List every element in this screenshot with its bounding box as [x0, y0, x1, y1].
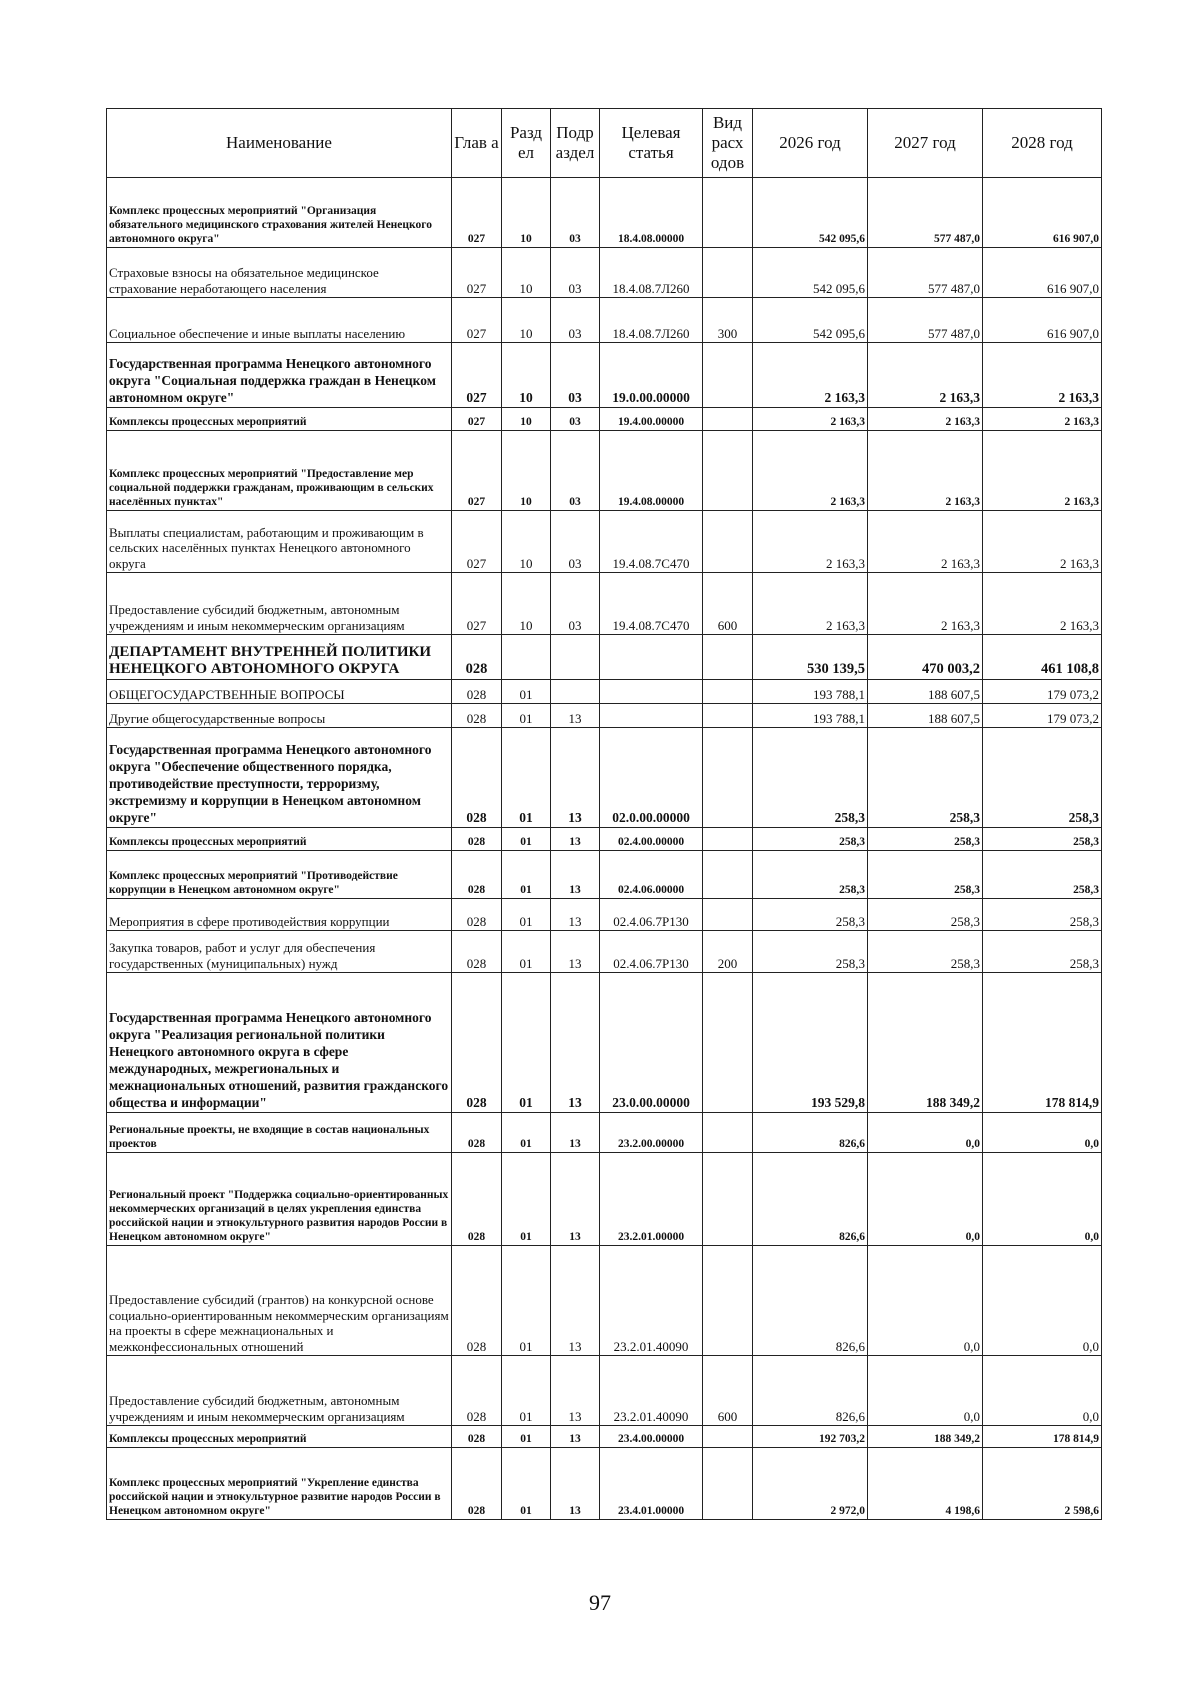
cell-podrazdel: 13	[551, 1113, 600, 1153]
cell-y2026: 258,3	[753, 899, 868, 931]
cell-y2026: 258,3	[753, 851, 868, 899]
cell-y2027: 2 163,3	[868, 573, 983, 635]
cell-razdel	[502, 635, 551, 680]
cell-target: 18.4.08.7Л260	[600, 298, 703, 343]
cell-glava: 028	[452, 1153, 502, 1246]
page-number: 97	[589, 1590, 611, 1615]
cell-y2027: 2 163,3	[868, 431, 983, 511]
cell-y2028: 258,3	[983, 728, 1102, 828]
cell-target: 23.4.01.00000	[600, 1448, 703, 1520]
cell-target	[600, 680, 703, 704]
table-row	[107, 573, 1102, 635]
cell-y2028: 258,3	[983, 851, 1102, 899]
cell-glava: 028	[452, 931, 502, 973]
cell-y2028: 616 907,0	[983, 248, 1102, 298]
header-2026: 2026 год	[753, 109, 868, 178]
cell-y2027: 188 607,5	[868, 704, 983, 728]
cell-podrazdel: 13	[551, 1153, 600, 1246]
cell-podrazdel: 03	[551, 431, 600, 511]
table-header-row	[107, 109, 1102, 178]
cell-y2027: 0,0	[868, 1153, 983, 1246]
cell-y2026: 193 788,1	[753, 704, 868, 728]
table-row	[107, 1153, 1102, 1246]
cell-podrazdel: 03	[551, 178, 600, 248]
cell-name: Социальное обеспечение и иные выплаты населению	[107, 298, 452, 343]
table-row	[107, 899, 1102, 931]
cell-podrazdel: 13	[551, 1246, 600, 1356]
header-razdel: Разд ел	[502, 109, 551, 178]
cell-y2026: 2 163,3	[753, 573, 868, 635]
cell-glava: 028	[452, 704, 502, 728]
cell-y2026: 2 163,3	[753, 431, 868, 511]
cell-glava: 027	[452, 298, 502, 343]
cell-y2028: 258,3	[983, 931, 1102, 973]
cell-vid	[703, 728, 753, 828]
cell-glava: 028	[452, 680, 502, 704]
header-vid: Вид расх одов	[703, 109, 753, 178]
cell-name: Предоставление субсидий бюджетным, автономным учреждениям и иным некоммерческим организациям	[107, 1356, 452, 1426]
cell-target: 02.4.06.7Р130	[600, 931, 703, 973]
cell-y2026: 826,6	[753, 1153, 868, 1246]
cell-glava: 027	[452, 178, 502, 248]
cell-vid	[703, 680, 753, 704]
cell-target: 18.4.08.00000	[600, 178, 703, 248]
cell-name: Региональные проекты, не входящие в состав национальных проектов	[107, 1113, 452, 1153]
table-row	[107, 1113, 1102, 1153]
cell-razdel: 10	[502, 248, 551, 298]
cell-vid	[703, 1448, 753, 1520]
cell-name: Закупка товаров, работ и услуг для обеспечения государственных (муниципальных) нужд	[107, 931, 452, 973]
cell-vid	[703, 511, 753, 573]
cell-razdel: 01	[502, 680, 551, 704]
cell-y2026: 258,3	[753, 931, 868, 973]
cell-glava: 028	[452, 851, 502, 899]
cell-y2027: 0,0	[868, 1356, 983, 1426]
cell-y2026: 542 095,6	[753, 178, 868, 248]
cell-glava: 027	[452, 343, 502, 408]
table-row	[107, 1356, 1102, 1426]
cell-y2028: 178 814,9	[983, 973, 1102, 1113]
cell-target: 19.4.08.7С470	[600, 511, 703, 573]
cell-target	[600, 635, 703, 680]
cell-podrazdel: 03	[551, 298, 600, 343]
cell-y2027: 2 163,3	[868, 408, 983, 431]
cell-vid	[703, 178, 753, 248]
table-row	[107, 931, 1102, 973]
cell-target	[600, 704, 703, 728]
cell-target: 19.4.08.7С470	[600, 573, 703, 635]
table-body	[107, 178, 1102, 1520]
cell-y2028: 461 108,8	[983, 635, 1102, 680]
cell-vid: 200	[703, 931, 753, 973]
cell-y2026: 258,3	[753, 828, 868, 851]
cell-y2028: 258,3	[983, 828, 1102, 851]
cell-y2026: 826,6	[753, 1246, 868, 1356]
cell-vid	[703, 248, 753, 298]
table-row	[107, 1246, 1102, 1356]
table-row	[107, 343, 1102, 408]
cell-podrazdel	[551, 635, 600, 680]
cell-podrazdel: 13	[551, 973, 600, 1113]
cell-vid	[703, 851, 753, 899]
cell-glava: 028	[452, 1246, 502, 1356]
cell-vid: 600	[703, 1356, 753, 1426]
cell-name: Государственная программа Ненецкого автономного округа "Социальная поддержка граждан в Ненецком автономном округе"	[107, 343, 452, 408]
cell-y2026: 193 788,1	[753, 680, 868, 704]
table-row	[107, 851, 1102, 899]
cell-podrazdel: 03	[551, 511, 600, 573]
cell-glava: 027	[452, 431, 502, 511]
header-name: Наименование	[107, 109, 452, 178]
cell-podrazdel: 13	[551, 1356, 600, 1426]
cell-y2028: 2 163,3	[983, 511, 1102, 573]
cell-name: Государственная программа Ненецкого автономного округа "Реализация региональной политики Ненецкого автономного округа в сфере международных, межрегиональных и межнациональных отношений, развития гражданского общества и информации"	[107, 973, 452, 1113]
cell-vid	[703, 704, 753, 728]
cell-y2026: 530 139,5	[753, 635, 868, 680]
cell-y2028: 2 163,3	[983, 431, 1102, 511]
cell-podrazdel	[551, 680, 600, 704]
cell-razdel: 01	[502, 851, 551, 899]
table-row	[107, 973, 1102, 1113]
cell-y2028: 0,0	[983, 1356, 1102, 1426]
cell-razdel: 01	[502, 828, 551, 851]
budget-table	[106, 108, 1102, 1520]
cell-podrazdel: 03	[551, 408, 600, 431]
header-2027: 2027 год	[868, 109, 983, 178]
cell-y2028: 179 073,2	[983, 704, 1102, 728]
cell-podrazdel: 13	[551, 1448, 600, 1520]
cell-name: Комплексы процессных мероприятий	[107, 1426, 452, 1448]
cell-y2027: 2 163,3	[868, 511, 983, 573]
cell-y2027: 577 487,0	[868, 178, 983, 248]
table-row	[107, 635, 1102, 680]
cell-vid	[703, 1113, 753, 1153]
cell-y2027: 0,0	[868, 1246, 983, 1356]
cell-glava: 028	[452, 728, 502, 828]
cell-razdel: 10	[502, 343, 551, 408]
cell-name: ОБЩЕГОСУДАРСТВЕННЫЕ ВОПРОСЫ	[107, 680, 452, 704]
cell-vid	[703, 635, 753, 680]
cell-name: Комплекс процессных мероприятий "Укрепление единства российской нации и этнокультурное развитие народов России в Ненецком автономном округе"	[107, 1448, 452, 1520]
cell-glava: 028	[452, 828, 502, 851]
cell-glava: 028	[452, 1448, 502, 1520]
cell-y2027: 188 349,2	[868, 1426, 983, 1448]
cell-vid	[703, 1246, 753, 1356]
cell-y2027: 188 607,5	[868, 680, 983, 704]
header-glava: Глав а	[452, 109, 502, 178]
cell-y2026: 258,3	[753, 728, 868, 828]
cell-glava: 028	[452, 635, 502, 680]
cell-target: 02.4.06.00000	[600, 851, 703, 899]
cell-razdel: 01	[502, 1448, 551, 1520]
cell-y2028: 616 907,0	[983, 298, 1102, 343]
cell-glava: 027	[452, 573, 502, 635]
cell-name: Другие общегосударственные вопросы	[107, 704, 452, 728]
cell-target: 02.0.00.00000	[600, 728, 703, 828]
cell-razdel: 01	[502, 704, 551, 728]
cell-name: Мероприятия в сфере противодействия коррупции	[107, 899, 452, 931]
cell-target: 02.4.00.00000	[600, 828, 703, 851]
cell-razdel: 01	[502, 1113, 551, 1153]
cell-y2026: 826,6	[753, 1356, 868, 1426]
cell-y2028: 2 163,3	[983, 408, 1102, 431]
cell-target: 23.2.01.00000	[600, 1153, 703, 1246]
cell-name: Комплекс процессных мероприятий "Предоставление мер социальной поддержки гражданам, проживающим в сельских населённых пунктах"	[107, 431, 452, 511]
cell-name: Комплекс процессных мероприятий "Противодействие коррупции в Ненецком автономном округе"	[107, 851, 452, 899]
cell-y2028: 0,0	[983, 1246, 1102, 1356]
cell-glava: 028	[452, 1113, 502, 1153]
cell-glava: 027	[452, 408, 502, 431]
cell-razdel: 10	[502, 298, 551, 343]
cell-y2028: 2 598,6	[983, 1448, 1102, 1520]
cell-y2028: 616 907,0	[983, 178, 1102, 248]
cell-razdel: 01	[502, 1426, 551, 1448]
cell-y2026: 2 163,3	[753, 511, 868, 573]
cell-y2027: 4 198,6	[868, 1448, 983, 1520]
cell-razdel: 01	[502, 899, 551, 931]
cell-y2027: 258,3	[868, 851, 983, 899]
cell-y2027: 577 487,0	[868, 248, 983, 298]
cell-y2027: 258,3	[868, 899, 983, 931]
cell-y2028: 179 073,2	[983, 680, 1102, 704]
table-row	[107, 680, 1102, 704]
cell-podrazdel: 13	[551, 931, 600, 973]
cell-y2027: 258,3	[868, 728, 983, 828]
cell-name: ДЕПАРТАМЕНТ ВНУТРЕННЕЙ ПОЛИТИКИ НЕНЕЦКОГО АВТОНОМНОГО ОКРУГА	[107, 635, 452, 680]
cell-name: Комплекс процессных мероприятий "Организация обязательного медицинского страхования жителей Ненецкого автономного округа"	[107, 178, 452, 248]
cell-y2028: 0,0	[983, 1113, 1102, 1153]
header-2028: 2028 год	[983, 109, 1102, 178]
cell-y2028: 2 163,3	[983, 573, 1102, 635]
cell-name: Выплаты специалистам, работающим и проживающим в сельских населённых пунктах Ненецкого автономного округа	[107, 511, 452, 573]
cell-y2026: 193 529,8	[753, 973, 868, 1113]
cell-razdel: 10	[502, 511, 551, 573]
cell-razdel: 10	[502, 431, 551, 511]
cell-y2026: 192 703,2	[753, 1426, 868, 1448]
table-row	[107, 704, 1102, 728]
cell-name: Страховые взносы на обязательное медицинское страхование неработающего населения	[107, 248, 452, 298]
table-row	[107, 431, 1102, 511]
cell-y2027: 188 349,2	[868, 973, 983, 1113]
cell-glava: 027	[452, 511, 502, 573]
cell-y2027: 258,3	[868, 931, 983, 973]
cell-name: Государственная программа Ненецкого автономного округа "Обеспечение общественного порядка, противодействие преступности, терроризму, экстремизму и коррупции в Ненецком автономном округе"	[107, 728, 452, 828]
cell-y2026: 826,6	[753, 1113, 868, 1153]
cell-target: 19.0.00.00000	[600, 343, 703, 408]
table-row	[107, 728, 1102, 828]
cell-glava: 028	[452, 1356, 502, 1426]
table-row	[107, 408, 1102, 431]
cell-vid	[703, 408, 753, 431]
cell-podrazdel: 13	[551, 1426, 600, 1448]
cell-y2027: 258,3	[868, 828, 983, 851]
cell-razdel: 01	[502, 973, 551, 1113]
cell-y2027: 577 487,0	[868, 298, 983, 343]
cell-name: Региональный проект "Поддержка социально-ориентированных некоммерческих организаций в целях укрепления единства российской нации и этнокультурного развития народов России в Ненецком автономном округе"	[107, 1153, 452, 1246]
header-podrazdel: Подр аздел	[551, 109, 600, 178]
cell-podrazdel: 13	[551, 728, 600, 828]
cell-name: Предоставление субсидий (грантов) на конкурсной основе социально-ориентированным некоммерческим организациям на проекты в сфере межнациональных и межконфессиональных отношений	[107, 1246, 452, 1356]
cell-target: 19.4.08.00000	[600, 431, 703, 511]
cell-razdel: 01	[502, 1356, 551, 1426]
cell-glava: 028	[452, 899, 502, 931]
cell-y2028: 258,3	[983, 899, 1102, 931]
cell-y2027: 2 163,3	[868, 343, 983, 408]
cell-target: 23.2.01.40090	[600, 1356, 703, 1426]
cell-podrazdel: 13	[551, 851, 600, 899]
cell-vid: 300	[703, 298, 753, 343]
table-row	[107, 248, 1102, 298]
cell-y2026: 2 972,0	[753, 1448, 868, 1520]
table-row	[107, 828, 1102, 851]
cell-name: Предоставление субсидий бюджетным, автономным учреждениям и иным некоммерческим организациям	[107, 573, 452, 635]
table-row	[107, 511, 1102, 573]
cell-target: 23.2.01.40090	[600, 1246, 703, 1356]
table-row	[107, 298, 1102, 343]
cell-target: 23.0.00.00000	[600, 973, 703, 1113]
cell-vid	[703, 899, 753, 931]
cell-vid	[703, 973, 753, 1113]
table-row	[107, 1426, 1102, 1448]
cell-podrazdel: 13	[551, 828, 600, 851]
cell-target: 18.4.08.7Л260	[600, 248, 703, 298]
cell-target: 23.2.00.00000	[600, 1113, 703, 1153]
cell-vid: 600	[703, 573, 753, 635]
cell-podrazdel: 13	[551, 899, 600, 931]
cell-y2026: 542 095,6	[753, 298, 868, 343]
cell-name: Комплексы процессных мероприятий	[107, 828, 452, 851]
cell-vid	[703, 343, 753, 408]
cell-y2026: 542 095,6	[753, 248, 868, 298]
cell-y2027: 470 003,2	[868, 635, 983, 680]
cell-glava: 028	[452, 973, 502, 1113]
cell-podrazdel: 13	[551, 704, 600, 728]
cell-y2028: 0,0	[983, 1153, 1102, 1246]
cell-y2026: 2 163,3	[753, 408, 868, 431]
cell-razdel: 01	[502, 728, 551, 828]
cell-razdel: 10	[502, 178, 551, 248]
cell-podrazdel: 03	[551, 248, 600, 298]
cell-target: 23.4.00.00000	[600, 1426, 703, 1448]
cell-vid	[703, 1426, 753, 1448]
cell-razdel: 10	[502, 573, 551, 635]
cell-razdel: 10	[502, 408, 551, 431]
cell-target: 19.4.00.00000	[600, 408, 703, 431]
cell-y2028: 2 163,3	[983, 343, 1102, 408]
table-row	[107, 1448, 1102, 1520]
cell-razdel: 01	[502, 931, 551, 973]
header-target: Целевая статья	[600, 109, 703, 178]
cell-glava: 027	[452, 248, 502, 298]
cell-target: 02.4.06.7Р130	[600, 899, 703, 931]
cell-podrazdel: 03	[551, 573, 600, 635]
cell-y2028: 178 814,9	[983, 1426, 1102, 1448]
cell-vid	[703, 828, 753, 851]
cell-podrazdel: 03	[551, 343, 600, 408]
cell-y2026: 2 163,3	[753, 343, 868, 408]
cell-name: Комплексы процессных мероприятий	[107, 408, 452, 431]
cell-razdel: 01	[502, 1246, 551, 1356]
cell-glava: 028	[452, 1426, 502, 1448]
cell-vid	[703, 431, 753, 511]
cell-razdel: 01	[502, 1153, 551, 1246]
table-row	[107, 178, 1102, 248]
cell-y2027: 0,0	[868, 1113, 983, 1153]
cell-vid	[703, 1153, 753, 1246]
